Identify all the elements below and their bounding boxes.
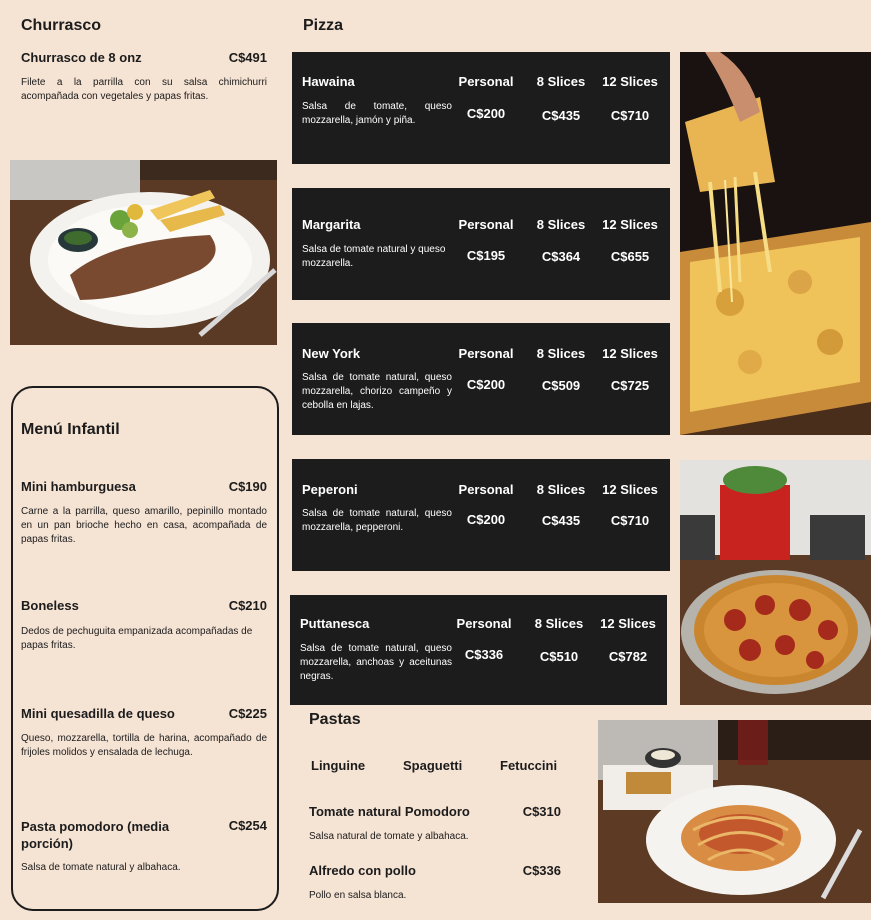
size-8-slices-header: 8 Slices <box>536 346 586 361</box>
price-12-slices: C$655 <box>610 249 650 264</box>
pasta-type-fetuccini: Fetuccini <box>500 758 558 773</box>
pasta-item-price: C$336 <box>522 863 561 878</box>
spaghetti-photo <box>598 720 871 903</box>
pasta-item-name: Alfredo con pollo <box>309 863 416 878</box>
price-personal: C$336 <box>464 647 504 662</box>
pizza-desc: Salsa de tomate natural, queso mozzarella, pepperoni. <box>302 508 452 533</box>
price-8-slices: C$435 <box>541 513 581 528</box>
kids-item-name: Mini quesadilla de queso <box>21 706 175 721</box>
pizza-card <box>292 188 670 300</box>
pizza-desc: Salsa de tomate, queso mozzarella, jamón y piña. <box>302 101 452 126</box>
kids-item-price: C$254 <box>228 818 267 833</box>
kids-item-desc: Queso, mozzarella, tortilla de harina, acompañado de frijoles molidos y ensalada de lechuga. <box>21 733 267 758</box>
pizza-desc: Salsa de tomate natural, queso mozzarella, chorizo campeño y cebolla en lajas. <box>302 372 452 411</box>
price-12-slices: C$725 <box>610 378 650 393</box>
churrasco-title: Churrasco <box>21 17 102 34</box>
price-8-slices: C$510 <box>539 649 579 664</box>
pastas-title: Pastas <box>309 711 361 728</box>
kids-item-price: C$210 <box>228 598 267 613</box>
kids-item-name: Boneless <box>21 598 79 613</box>
kids-item-price: C$225 <box>228 706 267 721</box>
pizza-name: Hawaina <box>302 74 355 89</box>
size-12-slices-header: 12 Slices <box>600 616 656 631</box>
pasta-type-spaguetti: Spaguetti <box>403 758 463 773</box>
size-personal-header: Personal <box>458 217 514 232</box>
price-8-slices: C$435 <box>541 108 581 123</box>
price-personal: C$200 <box>466 377 506 392</box>
pasta-item-price: C$310 <box>522 804 561 819</box>
size-8-slices-header: 8 Slices <box>534 616 584 631</box>
pepperoni-pizza-photo <box>680 460 871 705</box>
kids-item-desc: Salsa de tomate natural y albahaca. <box>21 862 181 873</box>
price-8-slices: C$364 <box>541 249 581 264</box>
kids-item-price: C$190 <box>228 479 267 494</box>
pizza-name: New York <box>302 346 361 361</box>
size-personal-header: Personal <box>458 346 514 361</box>
pizza-title: Pizza <box>303 17 344 34</box>
pizza-desc: Salsa de tomate natural y queso mozzarella. <box>302 244 446 269</box>
churrasco-item-desc: Filete a la parrilla con su salsa chimichurri acompañada con vegetales y papas fritas. <box>21 77 267 102</box>
pizza-desc: Salsa de tomate natural, queso mozzarella, anchoas y aceitunas negras. <box>300 643 452 682</box>
pizza-card <box>290 595 667 705</box>
pizza-name: Peperoni <box>302 482 358 497</box>
size-12-slices-header: 12 Slices <box>602 74 658 89</box>
kids-item-name: Mini hamburguesa <box>21 479 136 494</box>
size-12-slices-header: 12 Slices <box>602 482 658 497</box>
pasta-item-name: Tomate natural Pomodoro <box>309 804 470 819</box>
pizza-card <box>292 323 670 435</box>
pizza-name: Puttanesca <box>300 616 370 631</box>
size-personal-header: Personal <box>456 616 512 631</box>
price-personal: C$195 <box>466 248 506 263</box>
kids-item-name: Pasta pomodoro (media porción) <box>21 819 170 851</box>
size-8-slices-header: 8 Slices <box>536 74 586 89</box>
pasta-type-linguine: Linguine <box>311 758 366 773</box>
pasta-item-desc: Salsa natural de tomate y albahaca. <box>309 831 469 842</box>
churrasco-item-name: Churrasco de 8 onz <box>21 50 142 65</box>
size-8-slices-header: 8 Slices <box>536 482 586 497</box>
pizza-card <box>292 52 670 164</box>
size-personal-header: Personal <box>458 74 514 89</box>
price-12-slices: C$710 <box>610 513 650 528</box>
price-personal: C$200 <box>466 106 506 121</box>
size-12-slices-header: 12 Slices <box>602 217 658 232</box>
size-12-slices-header: 12 Slices <box>602 346 658 361</box>
pasta-item-desc: Pollo en salsa blanca. <box>309 890 407 901</box>
cheese-pizza-photo <box>680 52 871 435</box>
size-8-slices-header: 8 Slices <box>536 217 586 232</box>
steak-photo <box>10 160 277 345</box>
kids-item-desc: Carne a la parrilla, queso amarillo, pepinillo montado en un pan brioche hecho en casa, acompañada de papas fritas. <box>21 506 267 545</box>
churrasco-item-price: C$491 <box>228 50 267 65</box>
kids-menu-title: Menú Infantil <box>21 421 120 438</box>
kids-item-desc: Dedos de pechuguita empanizada acompañadas de papas fritas. <box>21 626 253 651</box>
size-personal-header: Personal <box>458 482 514 497</box>
price-12-slices: C$710 <box>610 108 650 123</box>
price-personal: C$200 <box>466 512 506 527</box>
price-8-slices: C$509 <box>541 378 581 393</box>
pizza-name: Margarita <box>302 217 361 232</box>
pizza-card <box>292 459 670 571</box>
price-12-slices: C$782 <box>608 649 648 664</box>
